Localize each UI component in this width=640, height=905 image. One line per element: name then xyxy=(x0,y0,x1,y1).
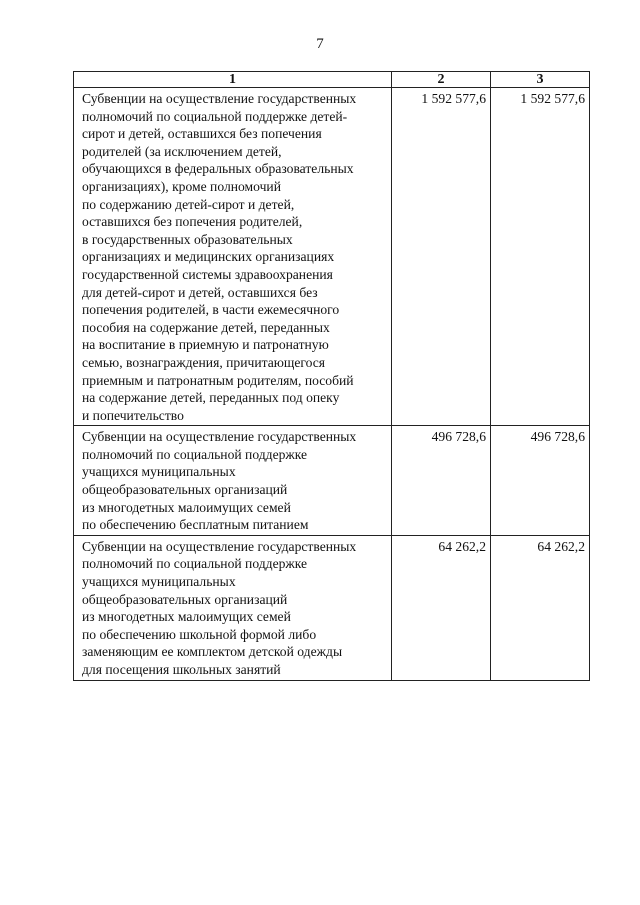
column-header-3: 3 xyxy=(491,72,590,88)
description-line: полномочий по социальной поддержке xyxy=(82,556,308,572)
description-line: приемным и патронатным родителям, пособий xyxy=(82,372,354,388)
description-line: пособия на содержание детей, переданных xyxy=(82,319,330,335)
description-line: заменяющим ее комплектом детской одежды xyxy=(82,644,343,660)
description-line: Субвенции на осуществление государственных xyxy=(82,91,357,106)
description-line: на содержание детей, переданных под опеку xyxy=(82,390,340,406)
table-row xyxy=(74,535,590,680)
description-line: в государственных образовательных xyxy=(82,231,293,247)
table-header-row xyxy=(74,72,590,88)
description-line: на воспитание в приемную и патронатную xyxy=(82,337,329,353)
budget-table xyxy=(73,71,590,681)
description-line: по содержанию детей-сирот и детей, xyxy=(82,196,295,212)
description-line: полномочий по социальной поддержке детей- xyxy=(82,108,348,124)
description-line: учащихся муниципальных xyxy=(82,464,236,480)
description-line: оставшихся без попечения родителей, xyxy=(82,214,303,230)
amount-col-3: 1 592 577,6 xyxy=(491,88,590,426)
description-line: государственной системы здравоохранения xyxy=(82,266,333,282)
description-line: учащихся муниципальных xyxy=(82,574,236,590)
table-row xyxy=(74,88,590,426)
row-description xyxy=(74,535,392,680)
description-line: из многодетных малоимущих семей xyxy=(82,609,291,625)
amount-col-2: 1 592 577,6 xyxy=(392,88,491,426)
column-header-1: 1 xyxy=(74,72,392,88)
row-description xyxy=(74,426,392,536)
description-line: полномочий по социальной поддержке xyxy=(82,446,308,462)
description-line: для детей-сирот и детей, оставшихся без xyxy=(82,284,318,300)
description-line: для посещения школьных занятий xyxy=(82,662,281,677)
amount-col-3: 496 728,6 xyxy=(491,426,590,536)
description-line: по обеспечению школьной формой либо xyxy=(82,626,317,642)
description-line: общеобразовательных организаций xyxy=(82,591,288,607)
amount-col-2: 64 262,2 xyxy=(392,535,491,680)
table-row xyxy=(74,426,590,536)
description-line: родителей (за исключением детей, xyxy=(82,143,282,159)
description-line: и попечительство xyxy=(82,407,184,423)
description-line: из многодетных малоимущих семей xyxy=(82,499,291,515)
description-line: Субвенции на осуществление государственных xyxy=(82,538,357,554)
description-line: организациях и медицинских организациях xyxy=(82,249,335,265)
description-line: сирот и детей, оставшихся без попечения xyxy=(82,126,322,142)
description-line: организациях), кроме полномочий xyxy=(82,178,281,194)
description-line: семью, вознаграждения, причитающегося xyxy=(82,354,326,370)
description-line: попечения родителей, в части ежемесячного xyxy=(82,302,340,318)
description-line: общеобразовательных организаций xyxy=(82,482,288,498)
row-description xyxy=(74,88,392,426)
description-line: Субвенции на осуществление государственных xyxy=(82,429,357,445)
description-line: обучающихся в федеральных образовательных xyxy=(82,161,354,177)
description-line: по обеспечению бесплатным питанием xyxy=(82,517,309,533)
page-number: 7 xyxy=(316,36,324,52)
column-header-2: 2 xyxy=(392,72,491,88)
amount-col-2: 496 728,6 xyxy=(392,426,491,536)
amount-col-3: 64 262,2 xyxy=(491,535,590,680)
